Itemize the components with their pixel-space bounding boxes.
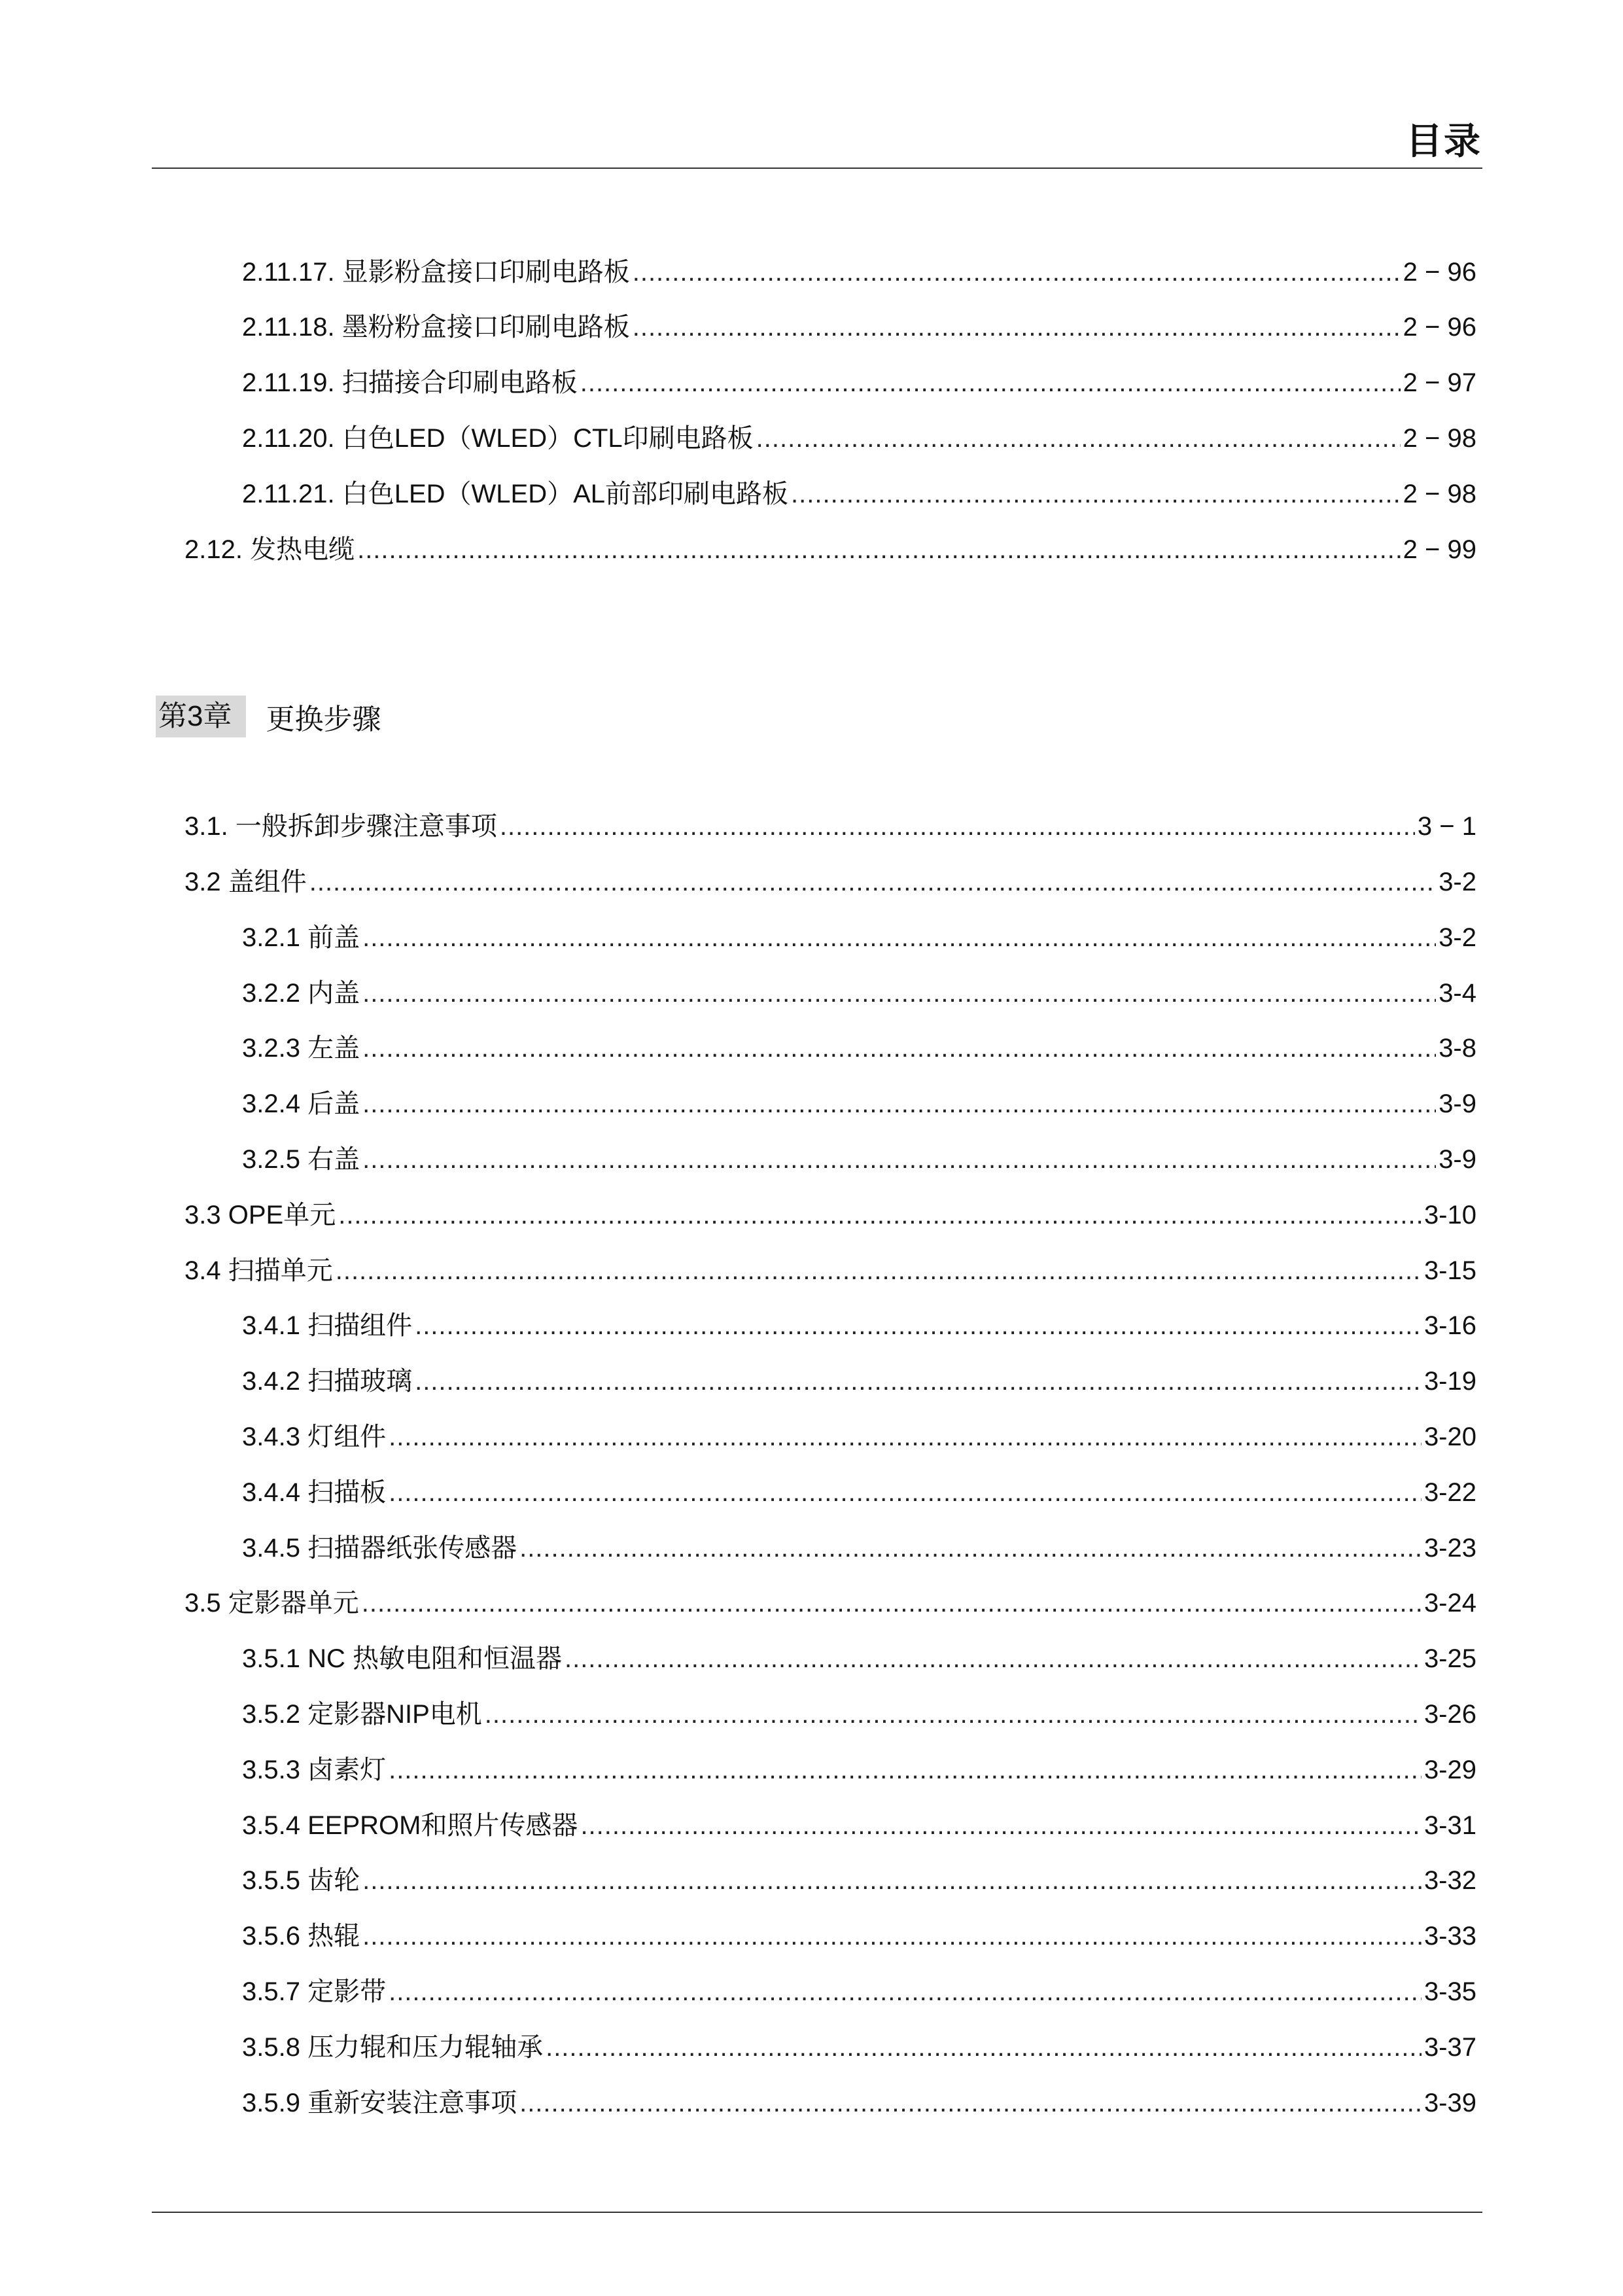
toc-entry[interactable] [242,1140,1476,1179]
chapter-heading [156,696,381,737]
toc-entry-page: 2 − 96 [1403,313,1476,342]
dot-leader [415,1306,1422,1345]
toc-entry[interactable] [242,1306,1476,1345]
toc-entry[interactable] [184,862,1476,902]
toc-entry[interactable] [242,918,1476,957]
toc-entry[interactable] [242,1362,1476,1401]
dot-leader [633,253,1401,292]
toc-entry-page: 2 − 96 [1403,258,1476,287]
toc-entry[interactable] [184,1195,1476,1235]
toc-entry-page: 3-2 [1439,923,1476,952]
toc-entry-page: 3-39 [1423,2089,1476,2117]
chapter-badge: 第3章 [156,696,246,737]
toc-entry-page: 3-8 [1439,1034,1476,1063]
dot-leader [389,1473,1422,1512]
toc-entry-label: 2.11.21. 白色LED（WLED）AL前部印刷电路板 [242,480,789,508]
toc-entry-page: 3-23 [1423,1534,1476,1563]
toc-entry-label: 3.5.3 卤素灯 [242,1756,387,1784]
toc-entry[interactable] [242,1695,1476,1734]
dot-leader [633,308,1401,347]
toc-entry-label: 3.2.2 内盖 [242,979,360,1008]
toc-entry-label: 3.2.5 右盖 [242,1145,360,1174]
dot-leader [357,530,1401,569]
toc-entry[interactable] [242,1750,1476,1790]
toc-entry-label: 3.2.1 前盖 [242,923,360,952]
dot-leader [362,1084,1436,1123]
toc-entry-label: 3.5 定影器单元 [184,1589,359,1617]
toc-entry[interactable] [184,807,1476,846]
toc-entry-page: 3 − 1 [1417,812,1476,841]
toc-entry-page: 3-4 [1439,979,1476,1008]
dot-leader [485,1695,1422,1734]
dot-leader [362,918,1436,957]
toc-entry[interactable] [184,1251,1476,1290]
toc-entry[interactable] [242,1528,1476,1568]
toc-entry-label: 2.11.19. 扫描接合印刷电路板 [242,368,578,397]
toc-entry-label: 3.5.4 EEPROM和照片传感器 [242,1811,578,1840]
toc-entry-page: 3-10 [1423,1201,1476,1229]
toc-entry[interactable] [242,1861,1476,1900]
dot-leader [309,862,1436,902]
page-header-title: 目录 [1406,120,1482,162]
dot-leader [546,2028,1422,2067]
toc-entry-label: 3.5.9 重新安装注意事项 [242,2089,517,2117]
dot-leader [756,419,1401,458]
toc-entry-label: 3.5.2 定影器NIP电机 [242,1700,482,1729]
toc-entry-page: 3-31 [1423,1811,1476,1840]
toc-entry-label: 3.5.5 齿轮 [242,1866,360,1895]
toc-entry[interactable] [242,974,1476,1013]
toc-entry-page: 3-20 [1423,1422,1476,1451]
toc-entry[interactable] [242,1473,1476,1512]
toc-entry-label: 3.4.2 扫描玻璃 [242,1367,413,1396]
dot-leader [389,1972,1422,2011]
dot-leader [389,1417,1422,1457]
toc-entry-label: 3.4.3 灯组件 [242,1422,387,1451]
toc-entry[interactable] [242,1417,1476,1457]
toc-entry-page: 2 − 99 [1403,535,1476,564]
toc-entry[interactable] [242,1029,1476,1068]
header-rule [152,168,1482,169]
toc-entry-page: 3-19 [1423,1367,1476,1396]
dot-leader [565,1639,1422,1678]
toc-entry[interactable] [242,1639,1476,1678]
toc-entry-page: 3-35 [1423,1977,1476,2006]
toc-entry[interactable] [242,1084,1476,1123]
toc-entry[interactable] [242,1916,1476,1956]
dot-leader [362,1029,1436,1068]
toc-entry[interactable] [242,1806,1476,1845]
toc-entry-label: 3.3 OPE单元 [184,1201,336,1229]
dot-leader [362,1140,1436,1179]
dot-leader [519,1528,1422,1568]
toc-entry[interactable] [242,363,1476,402]
toc-entry-page: 2 − 98 [1403,424,1476,453]
toc-entry-page: 3-24 [1423,1589,1476,1617]
dot-leader [362,1583,1422,1623]
dot-leader [415,1362,1422,1401]
toc-entry[interactable] [242,253,1476,292]
toc-entry-label: 3.2.4 后盖 [242,1089,360,1118]
dot-leader [580,1806,1422,1845]
toc-entry-label: 3.4.4 扫描板 [242,1478,387,1507]
dot-leader [500,807,1415,846]
toc-entry-label: 3.5.6 热辊 [242,1922,360,1951]
toc-entry-page: 3-2 [1439,868,1476,896]
toc-entry-label: 3.4.1 扫描组件 [242,1311,413,1340]
toc-entry[interactable] [242,419,1476,458]
toc-entry-page: 3-29 [1423,1756,1476,1784]
toc-entry-page: 3-32 [1423,1866,1476,1895]
toc-entry[interactable] [184,530,1476,569]
dot-leader [580,363,1401,402]
dot-leader [519,2083,1422,2123]
dot-leader [791,474,1401,514]
toc-entry-label: 2.12. 发热电缆 [184,535,355,564]
dot-leader [362,974,1436,1013]
toc-entry-label: 3.5.7 定影带 [242,1977,387,2006]
toc-entry[interactable] [242,308,1476,347]
toc-entry-page: 3-9 [1439,1089,1476,1118]
toc-entry-page: 2 − 97 [1403,368,1476,397]
toc-entry-label: 2.11.20. 白色LED（WLED）CTL印刷电路板 [242,424,754,453]
toc-entry[interactable] [242,2083,1476,2123]
toc-entry-label: 2.11.17. 显影粉盒接口印刷电路板 [242,258,630,287]
toc-entry-label: 3.2 盖组件 [184,868,307,896]
toc-entry-page: 3-33 [1423,1922,1476,1951]
dot-leader [389,1750,1422,1790]
toc-entry-label: 3.1. 一般拆卸步骤注意事项 [184,812,497,841]
dot-leader [338,1195,1422,1235]
toc-entry-page: 3-16 [1423,1311,1476,1340]
footer-rule [152,2212,1482,2213]
toc-entry-page: 3-22 [1423,1478,1476,1507]
toc-entry[interactable] [184,1583,1476,1623]
toc-entry-page: 3-15 [1423,1256,1476,1285]
toc-entry-page: 2 − 98 [1403,480,1476,508]
dot-leader [362,1861,1422,1900]
dot-leader [362,1916,1422,1956]
toc-entry-label: 3.4 扫描单元 [184,1256,333,1285]
toc-entry-page: 3-9 [1439,1145,1476,1174]
toc-entry-page: 3-25 [1423,1644,1476,1673]
toc-entry-label: 3.5.8 压力辊和压力辊轴承 [242,2033,544,2062]
chapter-title: 更换步骤 [266,703,381,735]
toc-entry-label: 2.11.18. 墨粉粉盒接口印刷电路板 [242,313,630,342]
toc-entry-page: 3-37 [1423,2033,1476,2062]
toc-entry-page: 3-26 [1423,1700,1476,1729]
toc-entry-label: 3.2.3 左盖 [242,1034,360,1063]
toc-entry[interactable] [242,474,1476,514]
toc-entry-label: 3.5.1 NC 热敏电阻和恒温器 [242,1644,562,1673]
toc-entry[interactable] [242,2028,1476,2067]
dot-leader [336,1251,1422,1290]
toc-entry-label: 3.4.5 扫描器纸张传感器 [242,1534,517,1563]
toc-entry[interactable] [242,1972,1476,2011]
